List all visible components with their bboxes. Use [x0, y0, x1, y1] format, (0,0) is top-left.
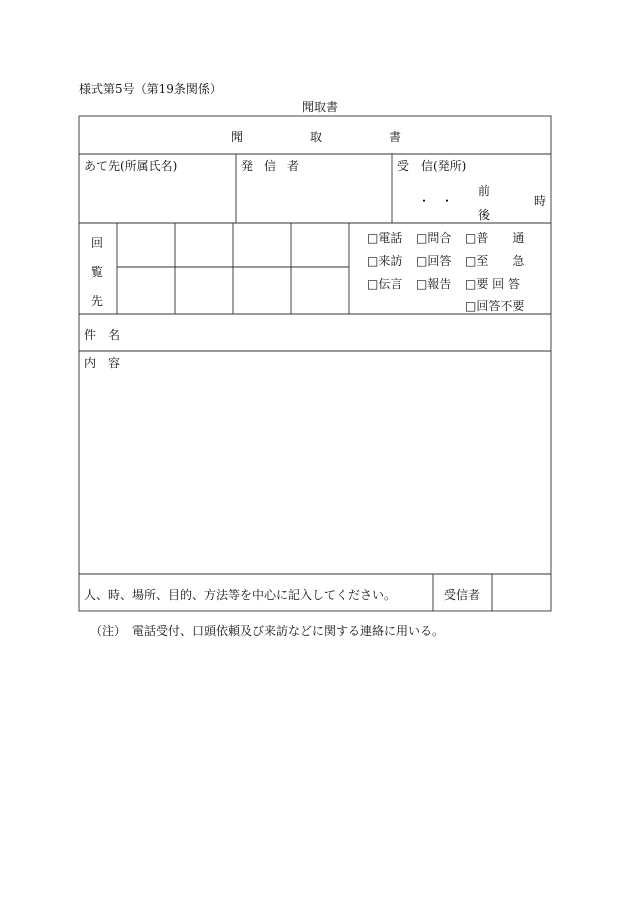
sender-label-char-1: 発: [241, 159, 254, 173]
addressee-label: あて先(所属氏名): [84, 159, 178, 173]
circulation-cell[interactable]: [234, 268, 290, 313]
checkbox-inquiry[interactable]: □問合: [416, 231, 452, 245]
circulation-char-1: 回: [91, 236, 104, 250]
circulation-char-2: 覧: [91, 265, 104, 279]
form-number: 様式第5号（第19条関係）: [79, 82, 222, 96]
checkbox-phone[interactable]: □電話: [367, 231, 403, 245]
date-dot-2: ・: [441, 194, 454, 208]
date-dot-1: ・: [418, 194, 431, 208]
circulation-cell[interactable]: [292, 268, 348, 313]
circulation-char-3: 先: [91, 294, 104, 308]
checkbox-answer[interactable]: □回答: [416, 254, 452, 268]
circulation-cell[interactable]: [118, 224, 174, 266]
document-title: 聞取書: [302, 100, 339, 114]
sender-field[interactable]: [241, 172, 389, 220]
subject-label: 件 名: [84, 328, 121, 342]
hour-label: 時: [534, 194, 547, 208]
checkbox-message[interactable]: □伝言: [367, 277, 403, 291]
subject-field[interactable]: [130, 318, 545, 348]
receiver-label: 受信者: [444, 588, 481, 602]
sender-label-char-2: 信: [264, 159, 277, 173]
circulation-cell[interactable]: [234, 224, 290, 266]
sender-label-char-3: 者: [287, 159, 300, 173]
circulation-cell[interactable]: [176, 224, 232, 266]
addressee-field[interactable]: [84, 172, 232, 220]
form-title-char-3: 書: [389, 130, 402, 144]
receipt-label: 受 信(発所): [397, 159, 467, 173]
footnote: （注） 電話受付、口頭依頼及び来訪などに関する連絡に用いる。: [90, 624, 445, 638]
circulation-cell[interactable]: [292, 224, 348, 266]
instruction-text: 人、時、場所、目的、方法等を中心に記入してください。: [84, 588, 397, 602]
checkbox-report[interactable]: □報告: [416, 277, 452, 291]
content-label: 内 容: [84, 356, 121, 370]
circulation-cell[interactable]: [176, 268, 232, 313]
pm-marker: 後: [478, 208, 491, 222]
checkbox-reply-not-required[interactable]: □回答不要: [465, 299, 525, 313]
receiver-field[interactable]: [494, 576, 549, 609]
checkbox-reply-required[interactable]: □要 回 答: [465, 277, 520, 291]
checkbox-normal[interactable]: □普 通: [465, 231, 525, 245]
content-field[interactable]: [84, 372, 546, 570]
checkbox-urgent[interactable]: □至 急: [465, 254, 525, 268]
checkbox-visit[interactable]: □来訪: [367, 254, 403, 268]
am-marker: 前: [478, 184, 491, 198]
form-title-char-1: 聞: [231, 130, 244, 144]
form-title-char-2: 取: [310, 130, 323, 144]
circulation-cell[interactable]: [118, 268, 174, 313]
